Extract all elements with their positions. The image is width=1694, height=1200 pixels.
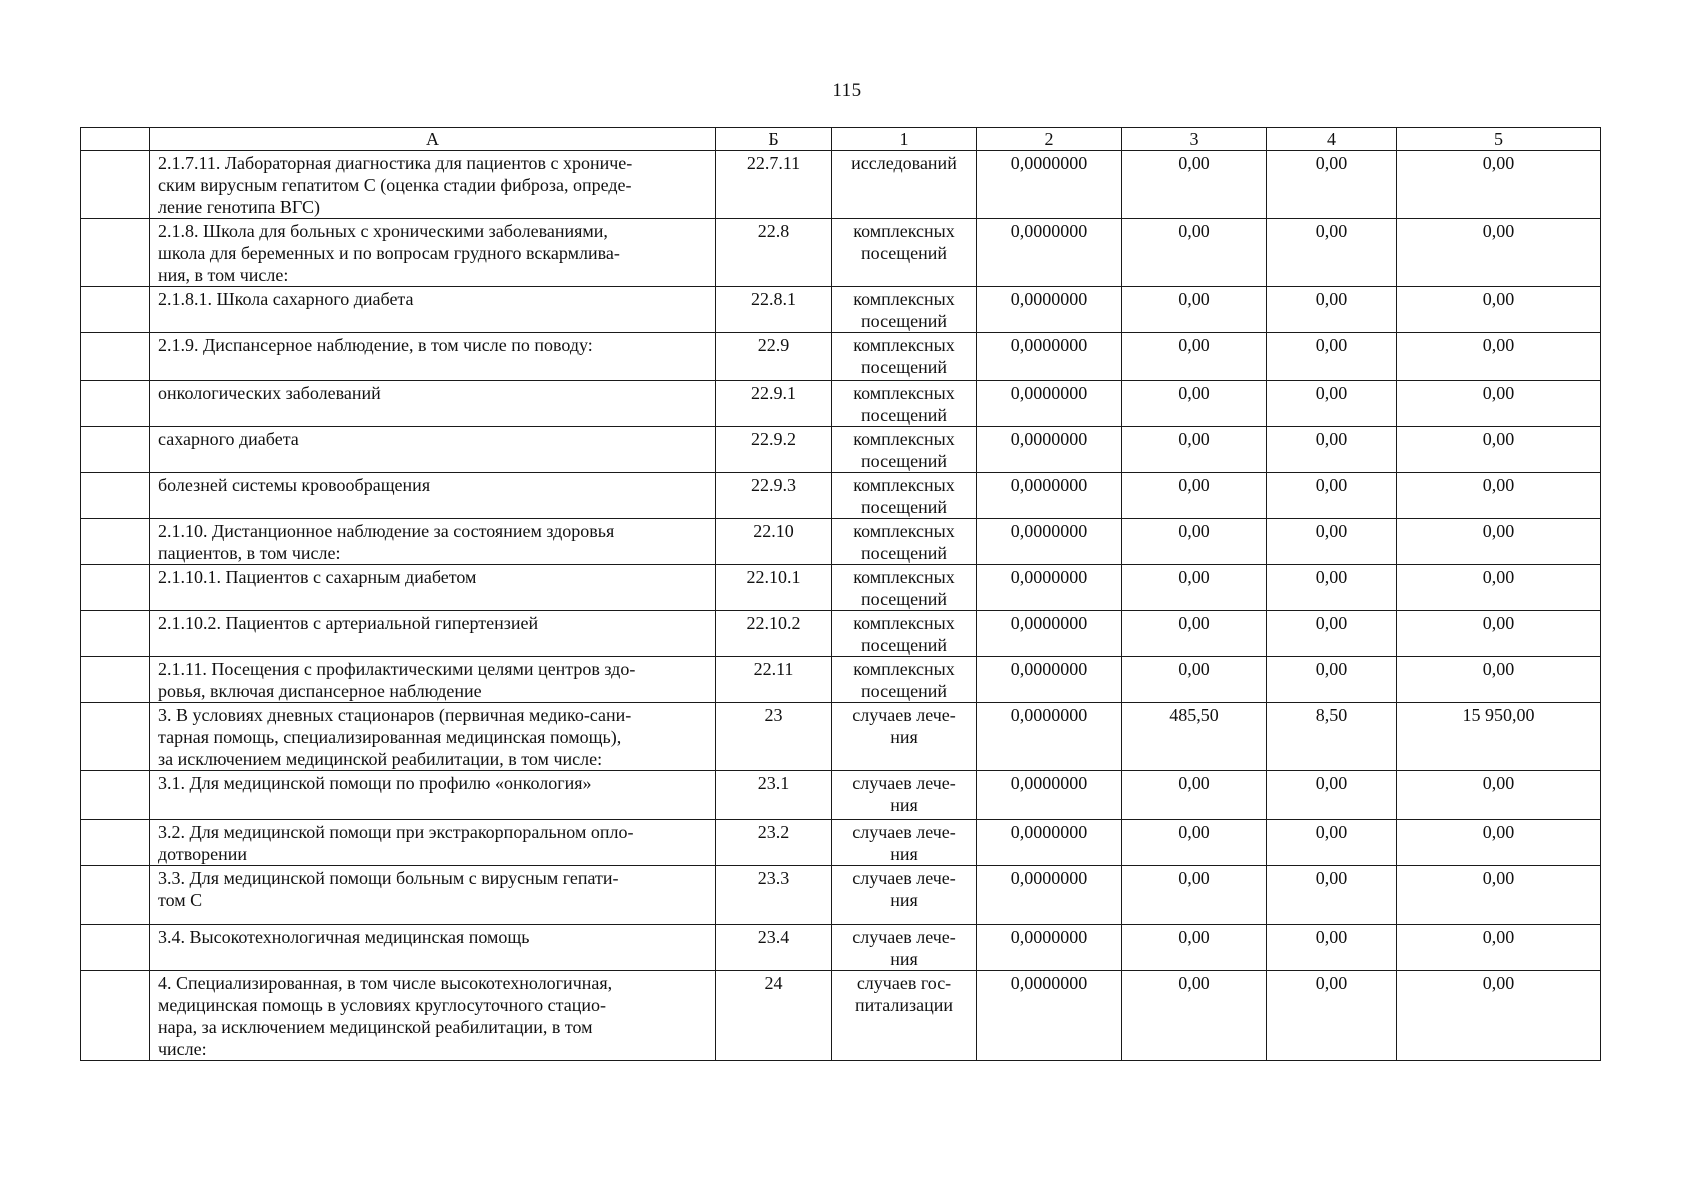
col5-value-cell: 0,00 [1397, 333, 1601, 381]
col4-value-cell: 0,00 [1267, 151, 1397, 219]
header-cell-1: 1 [832, 128, 977, 151]
col4-value-cell: 0,00 [1267, 971, 1397, 1061]
table-row [81, 333, 1601, 381]
unit-cell: случаев лече- ния [832, 771, 977, 820]
indicator-name-cell: болезней системы кровообращения [150, 473, 716, 519]
header-cell-b: Б [716, 128, 832, 151]
col5-value-cell: 0,00 [1397, 771, 1601, 820]
col5-value-cell: 0,00 [1397, 611, 1601, 657]
col2-value-cell: 0,0000000 [977, 151, 1122, 219]
table-row [81, 151, 1601, 219]
col5-value-cell: 0,00 [1397, 565, 1601, 611]
unit-cell: комплексных посещений [832, 611, 977, 657]
blank-cell [81, 925, 150, 971]
col5-value-cell: 0,00 [1397, 219, 1601, 287]
col3-value-cell: 0,00 [1122, 287, 1267, 333]
header-cell-5: 5 [1397, 128, 1601, 151]
col3-value-cell: 0,00 [1122, 820, 1267, 866]
col2-value-cell: 0,0000000 [977, 866, 1122, 925]
col3-value-cell: 0,00 [1122, 519, 1267, 565]
unit-cell: комплексных посещений [832, 219, 977, 287]
indicator-name-cell: 2.1.10. Дистанционное наблюдение за состоянием здоровья пациентов, в том числе: [150, 519, 716, 565]
row-code-cell: 23.4 [716, 925, 832, 971]
header-cell-a: А [150, 128, 716, 151]
col5-value-cell: 0,00 [1397, 820, 1601, 866]
col4-value-cell: 0,00 [1267, 820, 1397, 866]
unit-cell: комплексных посещений [832, 333, 977, 381]
header-cell-blank [81, 128, 150, 151]
indicator-name-cell: 3.2. Для медицинской помощи при экстракорпоральном опло- дотворении [150, 820, 716, 866]
blank-cell [81, 866, 150, 925]
col3-value-cell: 0,00 [1122, 151, 1267, 219]
blank-cell [81, 427, 150, 473]
col2-value-cell: 0,0000000 [977, 771, 1122, 820]
row-code-cell: 22.11 [716, 657, 832, 703]
table-row [81, 703, 1601, 771]
table-row [81, 565, 1601, 611]
col4-value-cell: 0,00 [1267, 657, 1397, 703]
blank-cell [81, 703, 150, 771]
header-cell-2: 2 [977, 128, 1122, 151]
table-header-row [81, 128, 1601, 151]
col2-value-cell: 0,0000000 [977, 473, 1122, 519]
col4-value-cell: 0,00 [1267, 427, 1397, 473]
indicator-name-cell: 2.1.11. Посещения с профилактическими целями центров здо- ровья, включая диспансерное наблюдение [150, 657, 716, 703]
row-code-cell: 22.8.1 [716, 287, 832, 333]
unit-cell: случаев гос- питализации [832, 971, 977, 1061]
col3-value-cell: 485,50 [1122, 703, 1267, 771]
col2-value-cell: 0,0000000 [977, 703, 1122, 771]
col4-value-cell: 8,50 [1267, 703, 1397, 771]
col4-value-cell: 0,00 [1267, 866, 1397, 925]
col5-value-cell: 0,00 [1397, 381, 1601, 427]
col2-value-cell: 0,0000000 [977, 611, 1122, 657]
indicator-name-cell: 2.1.8.1. Школа сахарного диабета [150, 287, 716, 333]
table-row [81, 820, 1601, 866]
indicator-name-cell: 3.1. Для медицинской помощи по профилю «онкология» [150, 771, 716, 820]
blank-cell [81, 565, 150, 611]
blank-cell [81, 381, 150, 427]
page-number: 115 [832, 80, 862, 101]
row-code-cell: 22.10.2 [716, 611, 832, 657]
row-code-cell: 22.7.11 [716, 151, 832, 219]
blank-cell [81, 611, 150, 657]
col4-value-cell: 0,00 [1267, 771, 1397, 820]
table-row [81, 611, 1601, 657]
col2-value-cell: 0,0000000 [977, 657, 1122, 703]
unit-cell: комплексных посещений [832, 427, 977, 473]
row-code-cell: 23.2 [716, 820, 832, 866]
col5-value-cell: 0,00 [1397, 287, 1601, 333]
col3-value-cell: 0,00 [1122, 219, 1267, 287]
indicator-name-cell: 2.1.8. Школа для больных с хроническими заболеваниями, школа для беременных и по вопросам грудного вскармлива- ния, в том числе: [150, 219, 716, 287]
col4-value-cell: 0,00 [1267, 611, 1397, 657]
col3-value-cell: 0,00 [1122, 381, 1267, 427]
indicator-name-cell: 3.4. Высокотехнологичная медицинская помощь [150, 925, 716, 971]
col3-value-cell: 0,00 [1122, 971, 1267, 1061]
unit-cell: исследований [832, 151, 977, 219]
blank-cell [81, 287, 150, 333]
row-code-cell: 22.9.3 [716, 473, 832, 519]
col3-value-cell: 0,00 [1122, 565, 1267, 611]
blank-cell [81, 771, 150, 820]
indicator-name-cell: 2.1.7.11. Лабораторная диагностика для пациентов с хрониче- ским вирусным гепатитом С (оценка стадии фиброза, опреде- ление генотипа ВГС) [150, 151, 716, 219]
table-row [81, 519, 1601, 565]
col2-value-cell: 0,0000000 [977, 219, 1122, 287]
unit-cell: случаев лече- ния [832, 820, 977, 866]
col2-value-cell: 0,0000000 [977, 519, 1122, 565]
indicator-name-cell: 2.1.10.1. Пациентов с сахарным диабетом [150, 565, 716, 611]
indicator-name-cell: онкологических заболеваний [150, 381, 716, 427]
col5-value-cell: 0,00 [1397, 971, 1601, 1061]
row-code-cell: 22.9.1 [716, 381, 832, 427]
indicator-name-cell: 2.1.9. Диспансерное наблюдение, в том числе по поводу: [150, 333, 716, 381]
col4-value-cell: 0,00 [1267, 519, 1397, 565]
table-row [81, 657, 1601, 703]
col3-value-cell: 0,00 [1122, 866, 1267, 925]
table-body [81, 151, 1601, 1061]
row-code-cell: 23.1 [716, 771, 832, 820]
blank-cell [81, 820, 150, 866]
unit-cell: комплексных посещений [832, 657, 977, 703]
col3-value-cell: 0,00 [1122, 611, 1267, 657]
table-row [81, 866, 1601, 925]
header-cell-4: 4 [1267, 128, 1397, 151]
col2-value-cell: 0,0000000 [977, 565, 1122, 611]
col5-value-cell: 0,00 [1397, 657, 1601, 703]
col3-value-cell: 0,00 [1122, 657, 1267, 703]
blank-cell [81, 333, 150, 381]
col4-value-cell: 0,00 [1267, 333, 1397, 381]
blank-cell [81, 473, 150, 519]
col4-value-cell: 0,00 [1267, 925, 1397, 971]
table-row [81, 473, 1601, 519]
row-code-cell: 22.9 [716, 333, 832, 381]
col3-value-cell: 0,00 [1122, 771, 1267, 820]
col5-value-cell: 0,00 [1397, 473, 1601, 519]
col2-value-cell: 0,0000000 [977, 925, 1122, 971]
col4-value-cell: 0,00 [1267, 287, 1397, 333]
table-row [81, 287, 1601, 333]
table-row [81, 427, 1601, 473]
unit-cell: комплексных посещений [832, 381, 977, 427]
row-code-cell: 23.3 [716, 866, 832, 925]
unit-cell: случаев лече- ния [832, 703, 977, 771]
col2-value-cell: 0,0000000 [977, 381, 1122, 427]
col3-value-cell: 0,00 [1122, 925, 1267, 971]
table-row [81, 381, 1601, 427]
col3-value-cell: 0,00 [1122, 473, 1267, 519]
row-code-cell: 22.9.2 [716, 427, 832, 473]
blank-cell [81, 519, 150, 565]
col5-value-cell: 0,00 [1397, 925, 1601, 971]
col5-value-cell: 0,00 [1397, 519, 1601, 565]
col5-value-cell: 15 950,00 [1397, 703, 1601, 771]
table-row [81, 925, 1601, 971]
table-row [81, 219, 1601, 287]
row-code-cell: 22.10.1 [716, 565, 832, 611]
col2-value-cell: 0,0000000 [977, 820, 1122, 866]
row-code-cell: 22.8 [716, 219, 832, 287]
blank-cell [81, 219, 150, 287]
table-row [81, 971, 1601, 1061]
data-table [80, 127, 1601, 1061]
row-code-cell: 22.10 [716, 519, 832, 565]
indicator-name-cell: 2.1.10.2. Пациентов с артериальной гипертензией [150, 611, 716, 657]
indicator-name-cell: 3.3. Для медицинской помощи больным с вирусным гепати- том С [150, 866, 716, 925]
blank-cell [81, 657, 150, 703]
unit-cell: комплексных посещений [832, 565, 977, 611]
col4-value-cell: 0,00 [1267, 473, 1397, 519]
unit-cell: комплексных посещений [832, 287, 977, 333]
unit-cell: комплексных посещений [832, 473, 977, 519]
row-code-cell: 23 [716, 703, 832, 771]
blank-cell [81, 151, 150, 219]
indicator-name-cell: 4. Специализированная, в том числе высокотехнологичная, медицинская помощь в условиях круглосуточного стацио- нара, за исключением медицинской реабилитации, в том числе: [150, 971, 716, 1061]
col4-value-cell: 0,00 [1267, 381, 1397, 427]
indicator-name-cell: 3. В условиях дневных стационаров (первичная медико-сани- тарная помощь, специализированная медицинская помощь), за исключением медицинской реабилитации, в том числе: [150, 703, 716, 771]
col5-value-cell: 0,00 [1397, 427, 1601, 473]
col5-value-cell: 0,00 [1397, 866, 1601, 925]
unit-cell: комплексных посещений [832, 519, 977, 565]
unit-cell: случаев лече- ния [832, 866, 977, 925]
data-table-container [80, 127, 1600, 1061]
col4-value-cell: 0,00 [1267, 219, 1397, 287]
col2-value-cell: 0,0000000 [977, 971, 1122, 1061]
unit-cell: случаев лече- ния [832, 925, 977, 971]
col3-value-cell: 0,00 [1122, 427, 1267, 473]
row-code-cell: 24 [716, 971, 832, 1061]
blank-cell [81, 971, 150, 1061]
col2-value-cell: 0,0000000 [977, 287, 1122, 333]
table-row [81, 771, 1601, 820]
col2-value-cell: 0,0000000 [977, 333, 1122, 381]
indicator-name-cell: сахарного диабета [150, 427, 716, 473]
col3-value-cell: 0,00 [1122, 333, 1267, 381]
col4-value-cell: 0,00 [1267, 565, 1397, 611]
col5-value-cell: 0,00 [1397, 151, 1601, 219]
header-cell-3: 3 [1122, 128, 1267, 151]
col2-value-cell: 0,0000000 [977, 427, 1122, 473]
